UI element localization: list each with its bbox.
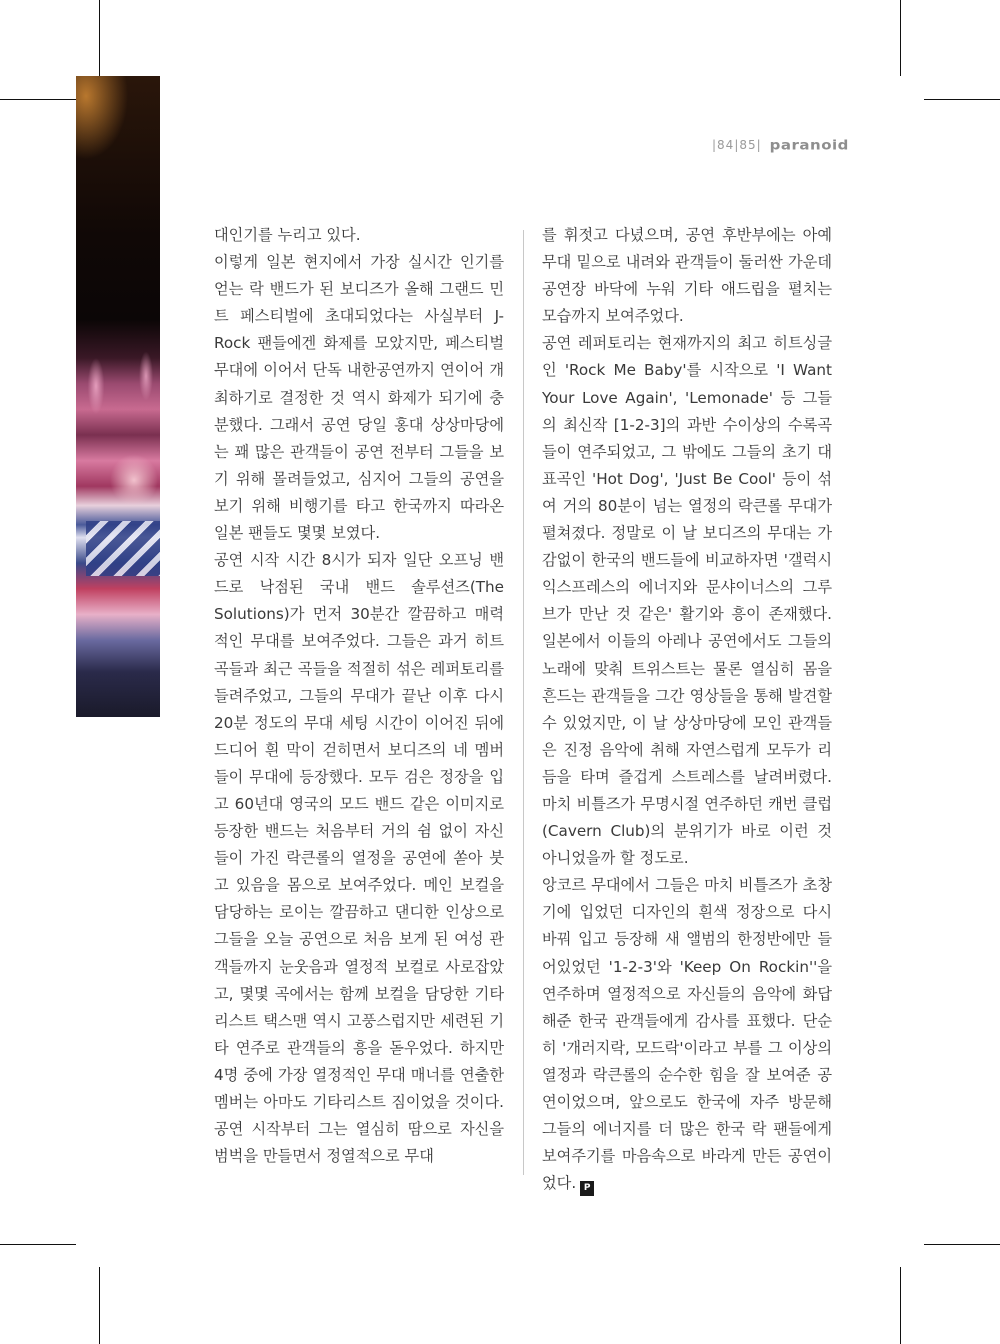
raised-hands-graphic [76, 326, 160, 416]
end-of-article-icon: P [580, 1181, 594, 1196]
article-column-left [214, 222, 504, 1170]
crop-mark-bottom-left-horizontal [0, 1244, 76, 1245]
paragraph: 공연 시작 시간 8시가 되자 일단 오프닝 밴드로 낙점된 국내 밴드 솔루션즈(The Solutions)가 먼저 30분간 깔끔하고 매력적인 무대를 보여주었다. 그들은 과거 히트곡들과 최근 곡들을 적절히 섞은 레퍼토리를 들려주었고, 그들의 무대가 끝난 이후 다시 20분 정도의 무대 세팅 시간이 이어진 뒤에 드디어 흰 막이 걷히면서 보디즈의 네 멤버들이 무대에 등장했다. 모두 검은 정장을 입고 60년대 영국의 모드 밴드 같은 이미지로 등장한 밴드는 처음부터 거의 쉼 없이 자신들이 가진 락큰롤의 열정을 공연에 쏟아 붓고 있음을 몸으로 보여주었다. 메인 보컬을 담당하는 로이는 깔끔하고 댄디한 인상으로 그들을 오늘 공연으로 처음 보게 된 여성 관객들까지 눈웃음과 열정적 보컬로 사로잡았고, 몇몇 곡에서는 함께 보컬을 담당한 기타리스트 택스맨 역시 고풍스럽지만 세련된 기타 연주로 관객들의 흥을 돋우었다. 하지만 4명 중에 가장 열정적인 무대 매너를 연출한 멤버는 아마도 기타리스트 짐이었을 것이다. 공연 시작부터 그는 열심히 땀으로 자신을 범벅을 만들면서 정열적으로 무대 [214, 551, 504, 1166]
paragraph: 이렇게 일본 현지에서 가장 실시간 인기를 얻는 락 밴드가 된 보디즈가 올해 그랜드 민트 페스티벌에 초대되었다는 사실부터 J-Rock 팬들에겐 화제를 모았지만, 페스티벌 무대에 이어서 단독 내한공연까지 연이어 개최하기로 결정한 것 역시 화제가 되기에 충분했다. 그래서 공연 당일 홍대 상상마당에는 꽤 많은 관객들이 공연 전부터 그들을 보기 위해 몰려들었고, 심지어 그들의 공연을 보기 위해 비행기를 타고 한국까지 따라온 일본 팬들도 몇몇 보였다. [214, 253, 504, 543]
crop-mark-top-left-horizontal [0, 99, 76, 100]
column-divider [523, 230, 524, 1175]
paragraph: 공연 레퍼토리는 현재까지의 최고 히트싱글인 'Rock Me Baby'를 시작으로 'I Want Your Love Again', 'Lemonade' 등 그들의 최신작 [1-2-3]의 과반 수이상의 수록곡들이 연주되었고, 그 밖에도 그들의 초기 대표곡인 'Hot Dog', 'Just Be Cool' 등이 섞여 거의 80분이 넘는 열정의 락큰롤 무대가 펼쳐졌다. 정말로 이 날 보디즈의 무대는 가감없이 한국의 밴드들에 비교하자면 '갤럭시 익스프레스의 에너지와 문샤이너스의 그루브가 만난 것 같은' 활기와 흥이 존재했다. 일본에서 이들의 아레나 공연에서도 그들의 노래에 맞춰 트위스트는 물론 열심히 몸을 흔드는 관객들을 그간 영상들을 통해 발견할 수 있었지만, 이 날 상상마당에 모인 관객들은 진정 음악에 취해 자연스럽게 모두가 리듬을 타며 즐겁게 스트레스를 날려버렸다. 마치 비틀즈가 무명시절 연주하던 캐번 클럽(Cavern Club)의 분위기가 바로 이런 것 아니었을까 할 정도로. [542, 334, 832, 868]
paragraph-last [542, 872, 832, 1197]
crop-mark-bottom-right-horizontal [924, 1244, 1000, 1245]
page-numbers: |84|85| [712, 138, 762, 152]
paragraph-text: 앙코르 무대에서 그들은 마치 비틀즈가 초창기에 입었던 디자인의 흰색 정장으로 다시 바꿔 입고 등장해 새 앨범의 한정반에만 들어있었던 '1-2-3'와 'Keep On Rockin''을 연주하며 열정적으로 자신들의 음악에 화답해준 한국 관객들에게 감사를 표했다. 단순히 '개러지락, 모드락'이라고 부를 그 이상의 열정과 락큰롤의 순수한 힘을 잘 보여준 공연이었으며, 앞으로도 한국에 자주 방문해 그들의 에너지를 더 많은 한국 락 팬들에게 보여주기를 마음속으로 바라게 만든 공연이었다. [542, 876, 832, 1193]
crop-mark-bottom-left-vertical [99, 1267, 100, 1344]
crop-mark-top-right-horizontal [924, 99, 1000, 100]
crop-mark-bottom-right-vertical [900, 1267, 901, 1344]
article-column-right [542, 222, 832, 1197]
paragraph: 대인기를 누리고 있다. [214, 226, 361, 244]
fan-face-graphic [96, 446, 160, 516]
crop-mark-top-left-vertical [99, 0, 100, 76]
paragraph: 를 휘젓고 다녔으며, 공연 후반부에는 아예 무대 밑으로 내려와 관객들이 둘러싼 가운데 공연장 바닥에 누워 기타 애드립을 펼치는 모습까지 보여주었다. [542, 226, 832, 326]
running-header [712, 136, 849, 154]
crop-mark-top-right-vertical [900, 0, 901, 76]
scarf-graphic [86, 521, 160, 576]
magazine-logo: paranoid [769, 136, 849, 154]
concert-crowd-photo [76, 76, 160, 717]
